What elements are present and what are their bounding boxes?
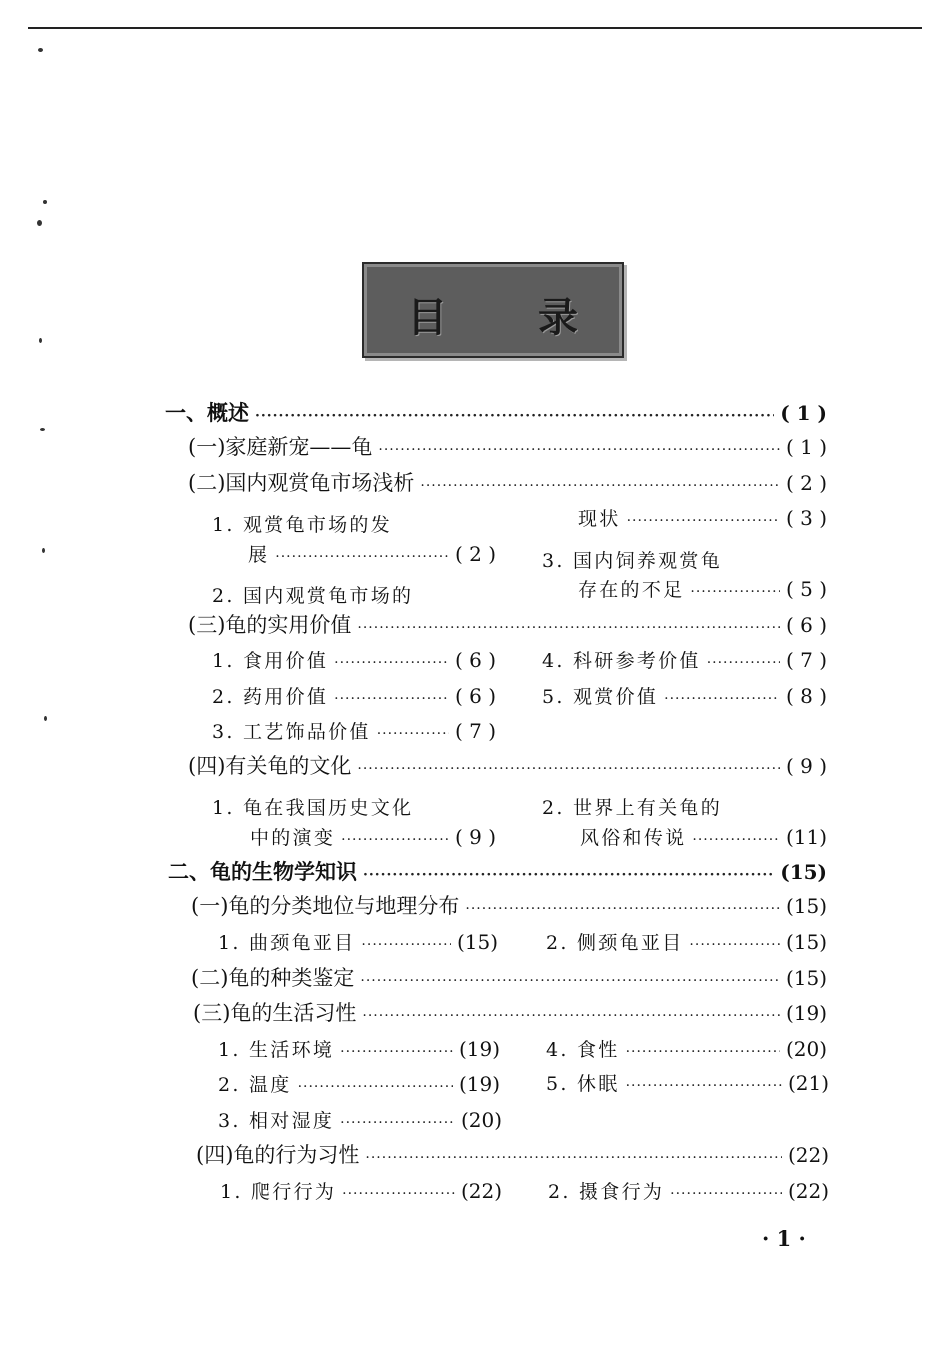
toc-entry[interactable] bbox=[248, 544, 496, 565]
toc-entry-title: (一)龟的分类地位与地理分布 bbox=[191, 894, 460, 918]
toc-entry-title: 5. 观赏价值 bbox=[542, 686, 659, 708]
dot-leader bbox=[465, 902, 780, 916]
toc-entry[interactable] bbox=[193, 1003, 827, 1024]
toc-title-char: 目 bbox=[407, 294, 448, 341]
toc-entry[interactable] bbox=[191, 896, 827, 917]
scan-speck bbox=[44, 716, 47, 721]
dot-leader bbox=[340, 1045, 453, 1059]
toc-entry[interactable] bbox=[212, 721, 496, 742]
toc-entry[interactable] bbox=[542, 650, 827, 671]
toc-entry[interactable] bbox=[546, 932, 827, 953]
toc-entry[interactable] bbox=[188, 615, 827, 636]
toc-entry-page: (19) bbox=[458, 1037, 500, 1061]
toc-entry[interactable] bbox=[196, 1145, 829, 1166]
toc-entry-title[interactable]: 3. 国内饲养观赏龟 bbox=[542, 550, 722, 572]
toc-entry[interactable] bbox=[218, 1110, 502, 1131]
toc-entry[interactable] bbox=[548, 1181, 829, 1202]
toc-entry-title: 2. 摄食行为 bbox=[548, 1181, 665, 1203]
toc-entry[interactable] bbox=[578, 579, 827, 600]
dot-leader bbox=[378, 443, 780, 457]
toc-entry[interactable] bbox=[580, 827, 827, 848]
toc-entry[interactable] bbox=[250, 827, 496, 848]
dot-leader bbox=[626, 1045, 780, 1059]
toc-entry-page: (15) bbox=[785, 930, 827, 954]
toc-entry-page: (22) bbox=[787, 1143, 829, 1167]
toc-entry-title: 风俗和传说 bbox=[580, 827, 687, 849]
toc-entry-title: 5. 休眠 bbox=[546, 1073, 620, 1095]
toc-entry-page: ( 7 ) bbox=[785, 648, 827, 672]
toc-entry-title: (一)家庭新宠——龟 bbox=[188, 435, 373, 459]
toc-entry-title: 1. 爬行行为 bbox=[220, 1181, 337, 1203]
page-number: · 1 · bbox=[762, 1226, 806, 1251]
toc-entry[interactable] bbox=[578, 508, 827, 529]
dot-leader bbox=[357, 762, 780, 776]
toc-entry-page: ( 3 ) bbox=[785, 506, 827, 530]
scan-speck bbox=[38, 48, 43, 52]
dot-leader bbox=[298, 1080, 453, 1094]
toc-entry[interactable] bbox=[218, 932, 498, 953]
dot-leader bbox=[357, 621, 780, 635]
toc-entry[interactable] bbox=[188, 473, 827, 494]
toc-entry-page: (22) bbox=[787, 1179, 829, 1203]
toc-entry[interactable] bbox=[191, 968, 827, 989]
toc-entry-title: 展 bbox=[248, 544, 270, 566]
dot-leader bbox=[340, 1116, 455, 1130]
toc-entry-title: 1. 食用价值 bbox=[212, 650, 329, 672]
toc-entry-title: 4. 科研参考价值 bbox=[542, 650, 701, 672]
dot-leader bbox=[255, 409, 774, 423]
toc-entry-page: ( 6 ) bbox=[785, 613, 827, 637]
scan-speck bbox=[37, 220, 42, 226]
toc-entry[interactable] bbox=[165, 402, 827, 423]
dot-leader bbox=[690, 585, 780, 599]
dot-leader bbox=[626, 1079, 782, 1093]
toc-entry[interactable] bbox=[168, 861, 827, 882]
toc-entry-page: (15) bbox=[456, 930, 498, 954]
dot-leader bbox=[360, 974, 780, 988]
toc-entry[interactable] bbox=[212, 686, 496, 707]
dot-leader bbox=[420, 479, 780, 493]
toc-title-char: 录 bbox=[538, 294, 579, 341]
dot-leader bbox=[365, 1151, 782, 1165]
dot-leader bbox=[670, 1187, 782, 1201]
toc-entry-page: (15) bbox=[785, 894, 827, 918]
toc-entry-page: (15) bbox=[785, 966, 827, 990]
top-rule bbox=[28, 27, 922, 29]
toc-entry[interactable] bbox=[542, 686, 827, 707]
dot-leader bbox=[334, 656, 449, 670]
toc-entry-page: ( 5 ) bbox=[785, 577, 827, 601]
toc-entry-page: (11) bbox=[785, 825, 827, 849]
dot-leader bbox=[342, 1187, 455, 1201]
dot-leader bbox=[377, 727, 449, 741]
toc-entry-page: (20) bbox=[460, 1108, 502, 1132]
toc-entry-page: ( 1 ) bbox=[780, 401, 827, 425]
toc-entry-title: 4. 食性 bbox=[546, 1039, 620, 1061]
toc-entry-page: ( 2 ) bbox=[785, 471, 827, 495]
dot-leader bbox=[361, 938, 451, 952]
toc-entry-title: (二)龟的种类鉴定 bbox=[191, 966, 355, 990]
dot-leader bbox=[692, 833, 780, 847]
dot-leader bbox=[363, 868, 774, 882]
toc-entry-title: 1. 曲颈龟亚目 bbox=[218, 932, 356, 954]
toc-entry-page: ( 9 ) bbox=[454, 825, 496, 849]
toc-entry[interactable] bbox=[218, 1039, 500, 1060]
toc-entry-title: 3. 相对湿度 bbox=[218, 1110, 335, 1132]
toc-entry-title[interactable]: 1. 观赏龟市场的发 bbox=[212, 514, 392, 536]
toc-entry-title[interactable]: 2. 世界上有关龟的 bbox=[542, 797, 722, 819]
toc-entry-page: ( 6 ) bbox=[454, 648, 496, 672]
toc-entry-page: ( 2 ) bbox=[454, 542, 496, 566]
toc-entry-title: 2. 药用价值 bbox=[212, 686, 329, 708]
toc-entry-title: 二、龟的生物学知识 bbox=[168, 859, 357, 884]
dot-leader bbox=[275, 550, 449, 564]
toc-entry-title: (二)国内观赏龟市场浅析 bbox=[188, 471, 415, 495]
toc-entry-page: ( 8 ) bbox=[785, 684, 827, 708]
toc-entry-title[interactable]: 1. 龟在我国历史文化 bbox=[212, 797, 414, 819]
scan-speck bbox=[42, 548, 45, 553]
toc-entry-title: 2. 侧颈龟亚目 bbox=[546, 932, 684, 954]
toc-entry-title: (三)龟的生活习性 bbox=[193, 1001, 357, 1025]
dot-leader bbox=[664, 692, 780, 706]
toc-entry-title: (四)有关龟的文化 bbox=[188, 754, 352, 778]
toc-entry-title: 2. 温度 bbox=[218, 1074, 292, 1096]
toc-entry-page: (15) bbox=[780, 860, 827, 884]
toc-entry-title: (四)龟的行为习性 bbox=[196, 1143, 360, 1167]
toc-entry-title: 存在的不足 bbox=[578, 579, 685, 601]
toc-entry-page: (21) bbox=[787, 1071, 829, 1095]
dot-leader bbox=[689, 938, 780, 952]
toc-entry-page: ( 9 ) bbox=[785, 754, 827, 778]
toc-entry[interactable] bbox=[188, 756, 827, 777]
toc-entry-title: 3. 工艺饰品价值 bbox=[212, 721, 371, 743]
dot-leader bbox=[707, 656, 780, 670]
toc-entry-page: ( 1 ) bbox=[785, 435, 827, 459]
scan-speck bbox=[39, 338, 42, 343]
toc-entry-title: 现状 bbox=[578, 508, 621, 530]
toc-entry-title: (三)龟的实用价值 bbox=[188, 613, 352, 637]
toc-entry-title: 1. 生活环境 bbox=[218, 1039, 335, 1061]
toc-title bbox=[364, 286, 622, 343]
toc-entry-page: ( 7 ) bbox=[454, 719, 496, 743]
toc-entry-page: (19) bbox=[785, 1001, 827, 1025]
dot-leader bbox=[341, 833, 449, 847]
toc-entry-title: 中的演变 bbox=[250, 827, 336, 849]
toc-entry-page: (20) bbox=[785, 1037, 827, 1061]
dot-leader bbox=[362, 1009, 780, 1023]
toc-entry[interactable] bbox=[546, 1073, 829, 1094]
toc-entry[interactable] bbox=[218, 1074, 500, 1095]
dot-leader bbox=[334, 692, 449, 706]
toc-entry[interactable] bbox=[220, 1181, 502, 1202]
scan-speck bbox=[43, 200, 47, 204]
toc-entry-page: (19) bbox=[458, 1072, 500, 1096]
toc-entry[interactable] bbox=[212, 650, 496, 671]
toc-entry-title[interactable]: 2. 国内观赏龟市场的 bbox=[212, 585, 414, 607]
dot-leader bbox=[627, 514, 780, 528]
toc-entry[interactable] bbox=[546, 1039, 827, 1060]
toc-entry-page: ( 6 ) bbox=[454, 684, 496, 708]
toc-entry[interactable] bbox=[188, 437, 827, 458]
toc-entry-page: (22) bbox=[460, 1179, 502, 1203]
toc-title-box bbox=[362, 262, 624, 358]
toc-entry-title: 一、概述 bbox=[165, 400, 249, 425]
scan-speck bbox=[40, 428, 45, 431]
